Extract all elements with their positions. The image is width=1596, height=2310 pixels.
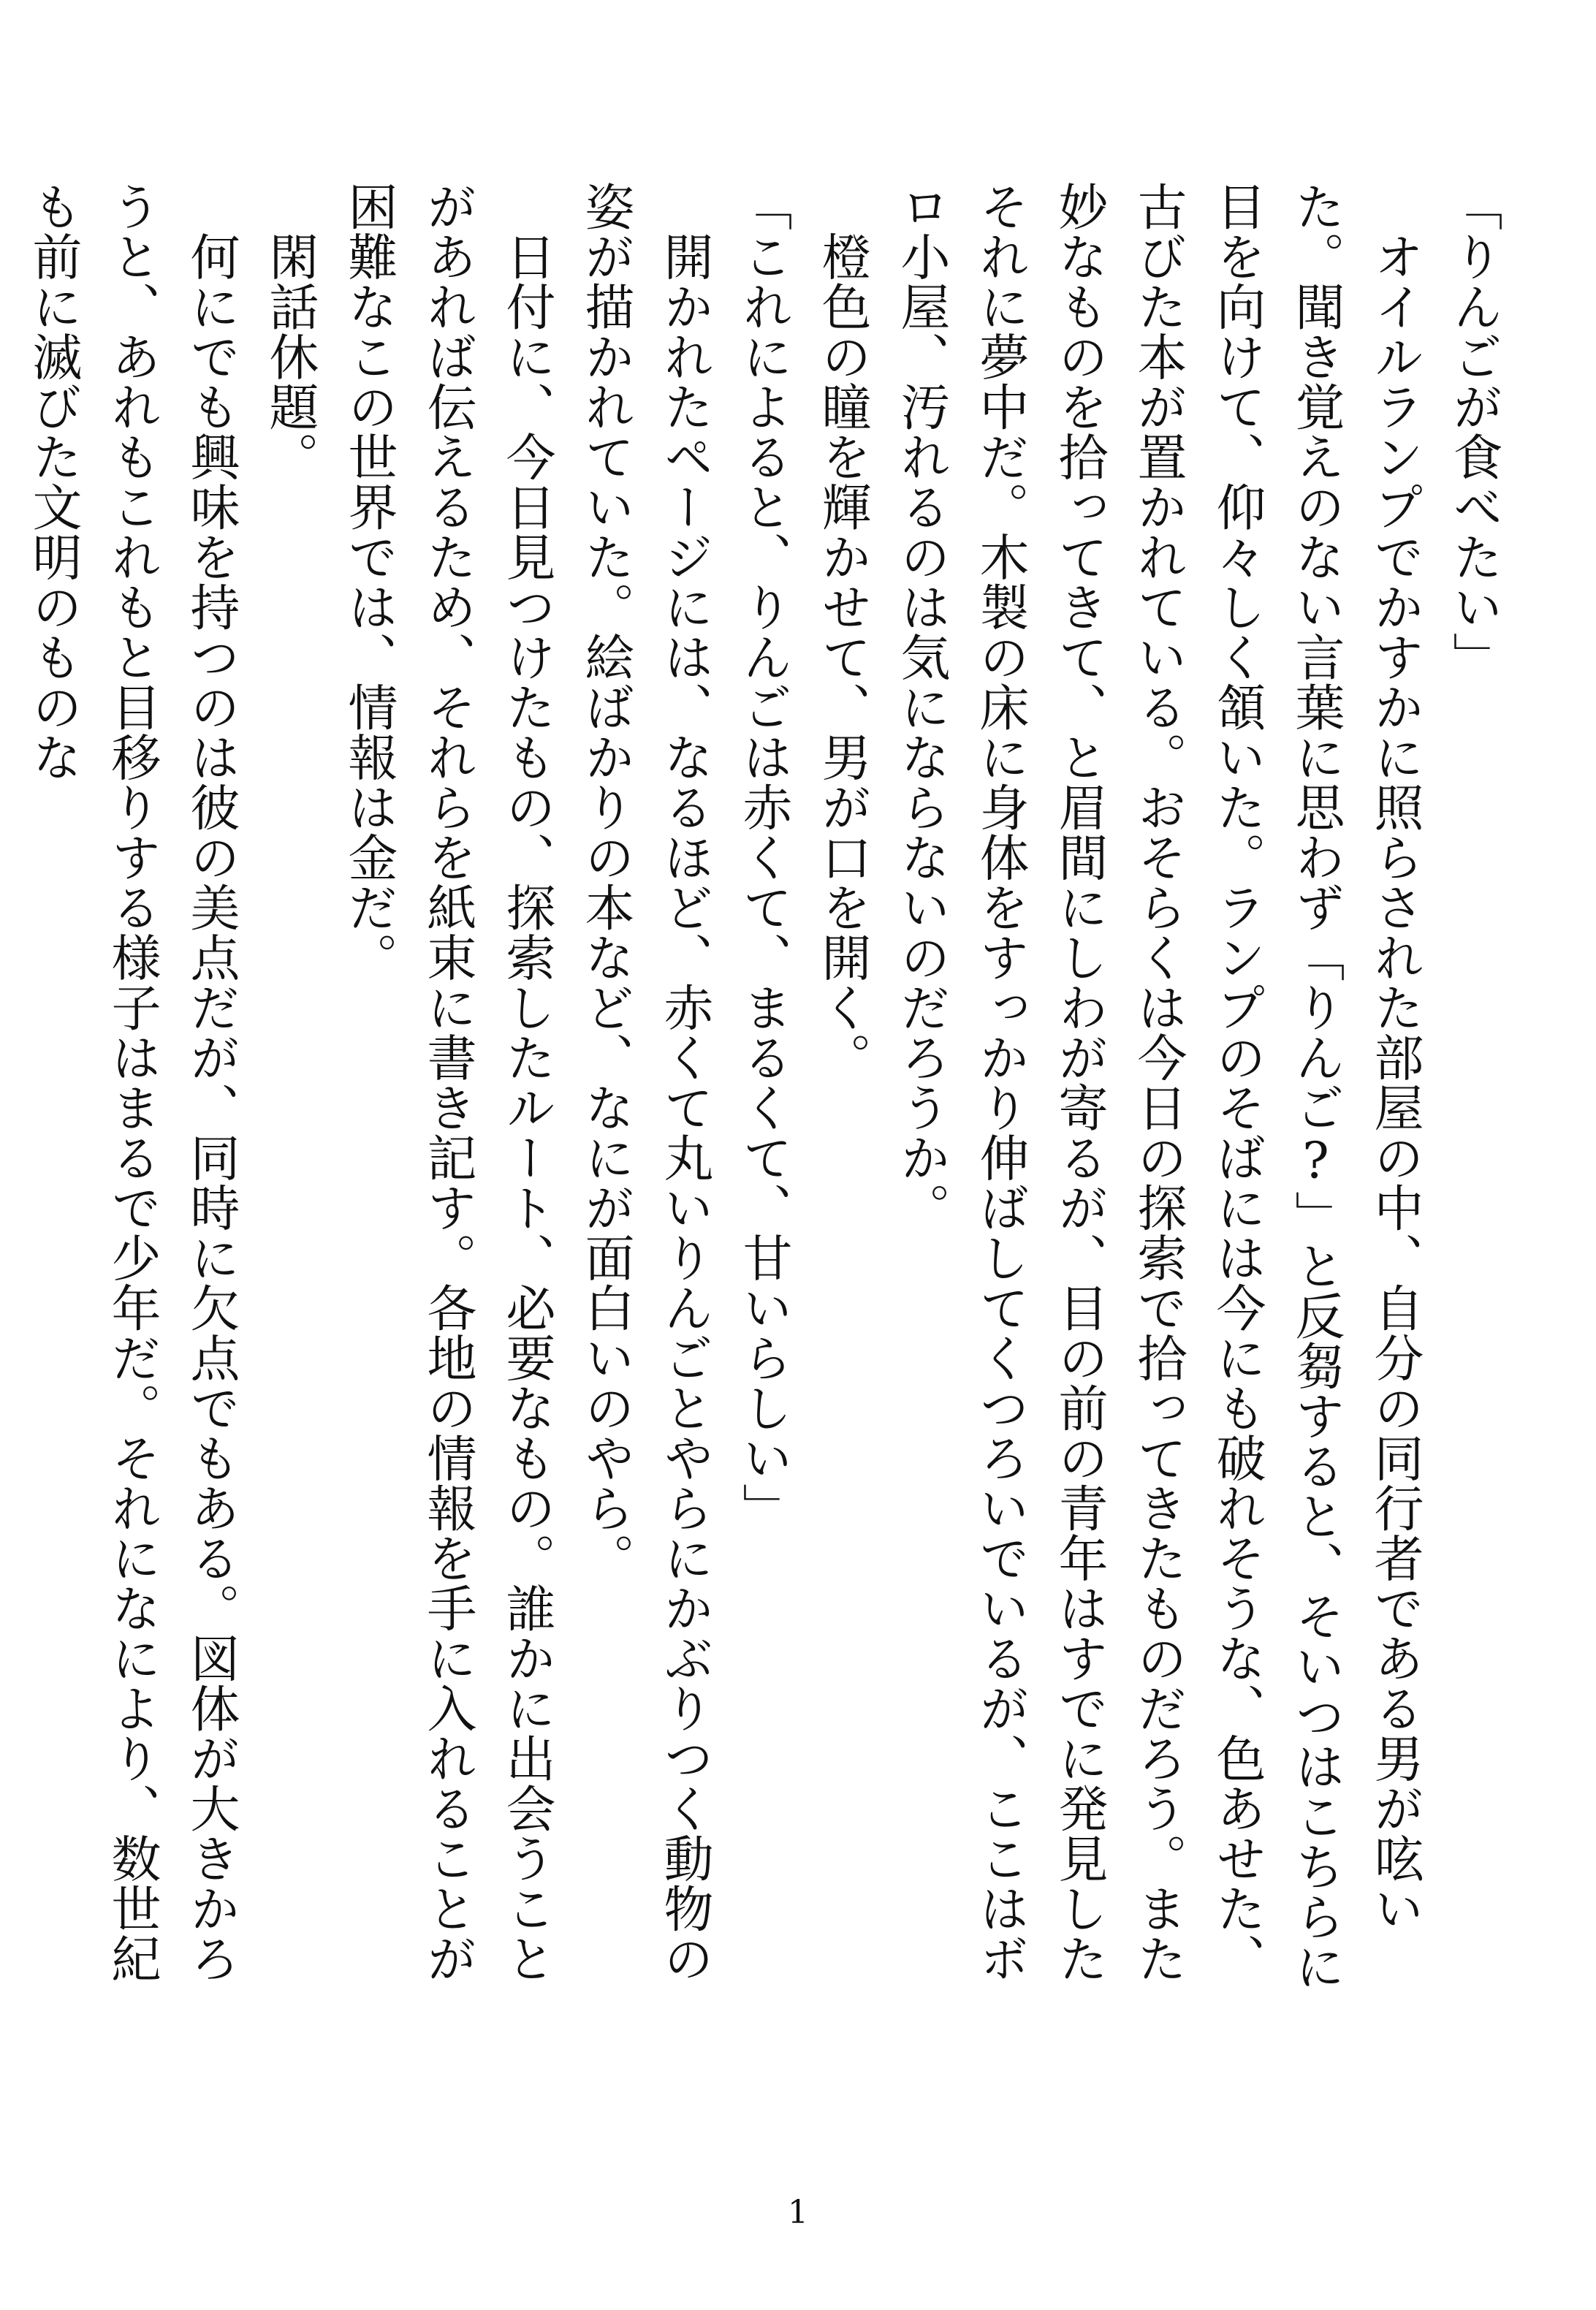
paragraph: 何にでも興味を持つのは彼の美点だが、同時に欠点でもある。図体が大きかろうと、あれもこれもと目移りする様子はまるで少年だ。それになにより、数世紀も前に滅びた文明のものな (24, 181, 240, 1983)
paragraph: 「これによると、りんごは赤くて、まるくて、甘いらしい」 (734, 181, 792, 1533)
paragraph: 閑話休題。 (261, 181, 319, 482)
paragraph: 橙色の瞳を輝かせて、男が口を開く。 (813, 181, 871, 1082)
page-number: 1 (788, 2194, 808, 2231)
vertical-text-body (24, 181, 1513, 2015)
paragraph: オイルランプでかすかに照らされた部屋の中、自分の同行者である男が呟いた。聞き覚えのない言葉に思わず「りんご?」と反芻すると、そいつはこちらに目を向けて、仰々しく頷いた。ランプのそばには今にも破れそうな、色あせた、古びた本が置かれている。おそらくは今日の探索で拾ってきたものだろう。また妙なものを拾ってきて、と眉間にしわが寄るが、目の前の青年はすでに発見したそれに夢中だ。木製の床に身体をすっかり伸ばしてくつろいでいるが、ここはボロ小屋、汚れるのは気にならないのだろうか。 (892, 181, 1424, 1991)
paragraph: 「りんごが食べたい」 (1445, 181, 1502, 682)
paragraph: 開かれたページには、なるほど、赤くて丸いりんごとやらにかぶりつく動物の姿が描かれていた。絵ばかりの本など、なにが面白いのやら。 (577, 181, 713, 1983)
paragraph: 日付に、今日見つけたもの、探索したルート、必要なもの。誰かに出会うことがあれば伝えるため、それらを紙束に書き記す。各地の情報を手に入れることが困難なこの世界では、情報は金だ。 (340, 181, 555, 1983)
